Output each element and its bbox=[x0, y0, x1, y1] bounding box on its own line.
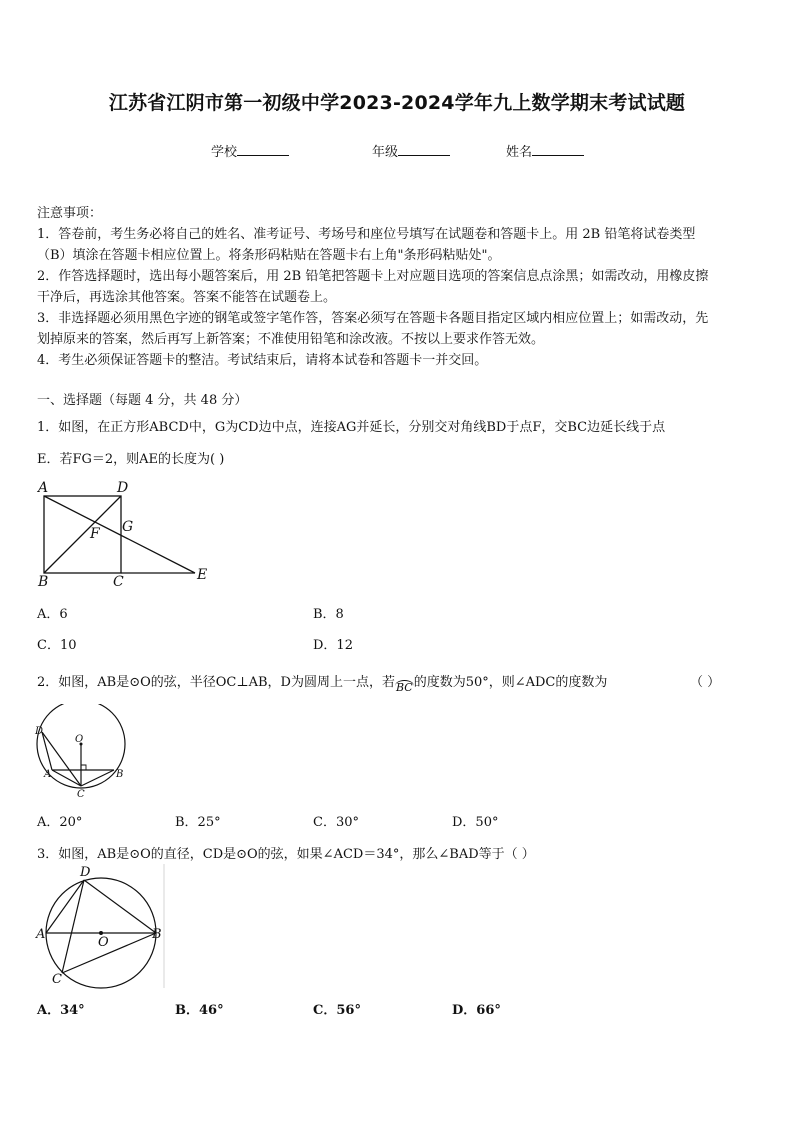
note-3-line-1: 3．非选择题必须用黑色字迹的钢笔或签字笔作答，答案必须写在答题卡各题目指定区域内相应位置上；如需改动，先 bbox=[37, 311, 709, 326]
line-ac bbox=[52, 770, 81, 786]
q1-figure bbox=[30, 474, 220, 590]
q2-option-c[interactable]: C．30° bbox=[313, 815, 359, 830]
name-blank[interactable] bbox=[532, 143, 584, 156]
q1-text-line-2: E．若FG＝2，则AE的长度为( ) bbox=[37, 452, 225, 467]
q3-label-c: C bbox=[52, 972, 62, 987]
q3-label-d: D bbox=[80, 865, 91, 880]
page-title: 江苏省江阴市第一初级中学2023-2024学年九上数学期末考试试题 bbox=[108, 92, 686, 114]
section-heading: 一、选择题（每题 4 分，共 48 分） bbox=[37, 393, 248, 408]
notes-heading: 注意事项： bbox=[37, 206, 103, 221]
note-2-line-2: 干净后，再选涂其他答案。答案不能答在试题卷上。 bbox=[37, 290, 337, 305]
line-da bbox=[42, 732, 52, 770]
note-2-line-1: 2．作答选择题时，选出每小题答案后，用 2B 铅笔把答题卡上对应题目选项的答案信息点涂黑；如需改动，用橡皮擦 bbox=[37, 269, 709, 284]
q1-label-g: G bbox=[122, 519, 134, 535]
name-label: 姓名 bbox=[506, 145, 533, 160]
q2-text-pre: 2．如图，AB是⊙O的弦，半径OC⊥AB，D为圆周上一点，若 bbox=[37, 675, 395, 690]
line-ae bbox=[44, 496, 195, 573]
grade-label: 年级 bbox=[372, 145, 399, 160]
q3-label-b: B bbox=[152, 927, 162, 942]
q2-answer-bracket: （ ） bbox=[690, 675, 721, 690]
q3-option-a[interactable]: A．34° bbox=[37, 1003, 85, 1018]
q3-text: 3．如图，AB是⊙O的直径，CD是⊙O的弦，如果∠ACD＝34°，那么∠BAD等于（ ） bbox=[37, 847, 535, 862]
q3-option-d[interactable]: D．66° bbox=[452, 1003, 501, 1018]
school-label: 学校 bbox=[211, 145, 238, 160]
q2-figure bbox=[32, 704, 132, 800]
q1-label-e: E bbox=[197, 567, 208, 583]
q3-figure bbox=[32, 864, 172, 990]
q1-label-f: F bbox=[90, 526, 100, 542]
q3-option-b[interactable]: B．46° bbox=[175, 1003, 224, 1018]
q2-label-o: O bbox=[75, 734, 84, 745]
grade-field bbox=[372, 141, 450, 160]
chord-cd bbox=[62, 880, 84, 973]
school-field bbox=[211, 141, 289, 160]
name-field bbox=[506, 141, 584, 160]
q2-option-d[interactable]: D．50° bbox=[452, 815, 499, 830]
q1-option-b[interactable]: B．8 bbox=[313, 607, 344, 622]
q1-option-a[interactable]: A．6 bbox=[37, 607, 68, 622]
q2-text-post: 的度数为50°，则∠ADC的度数为 bbox=[413, 675, 608, 690]
right-angle-mark bbox=[81, 765, 86, 770]
q1-label-b: B bbox=[38, 574, 49, 590]
note-1-line-1: 1．答卷前，考生务必将自己的姓名、准考证号、考场号和座位号填写在试题卷和答题卡上。用 2B 铅笔将试卷类型 bbox=[37, 227, 696, 242]
line-cb bbox=[62, 933, 156, 973]
q2-label-a: A bbox=[44, 769, 52, 780]
q2-option-a[interactable]: A．20° bbox=[37, 815, 83, 830]
q1-label-c: C bbox=[113, 574, 124, 590]
note-1-line-2: （B）填涂在答题卡相应位置上。将条形码粘贴在答题卡右上角"条形码粘贴处"。 bbox=[37, 248, 501, 263]
q1-label-a: A bbox=[38, 480, 49, 496]
q1-label-d: D bbox=[117, 480, 129, 496]
q1-text-line-1: 1．如图，在正方形ABCD中，G为CD边中点，连接AG并延长，分别交对角线BD于点F，交BC边延长线于点 bbox=[37, 420, 666, 435]
q2-arc-bc: BC bbox=[395, 681, 413, 694]
q2-label-d: D bbox=[35, 726, 44, 737]
line-db bbox=[84, 880, 156, 933]
q2-option-b[interactable]: B．25° bbox=[175, 815, 221, 830]
q1-option-d[interactable]: D．12 bbox=[313, 638, 353, 653]
note-3-line-2: 划掉原来的答案，然后再写上新答案；不准使用铅笔和涂改液。不按以上要求作答无效。 bbox=[37, 332, 545, 347]
diagonal-bd bbox=[44, 496, 121, 573]
school-blank[interactable] bbox=[237, 143, 289, 156]
q3-label-o: O bbox=[98, 935, 109, 950]
q2-label-b: B bbox=[116, 769, 124, 780]
note-4: 4．考生必须保证答题卡的整洁。考试结束后，请将本试卷和答题卡一并交回。 bbox=[37, 353, 488, 368]
q2-label-c: C bbox=[77, 789, 85, 800]
q3-label-a: A bbox=[36, 927, 46, 942]
q1-option-c[interactable]: C．10 bbox=[37, 638, 77, 653]
q2-text bbox=[37, 671, 608, 694]
q3-option-c[interactable]: C．56° bbox=[313, 1003, 361, 1018]
grade-blank[interactable] bbox=[398, 143, 450, 156]
